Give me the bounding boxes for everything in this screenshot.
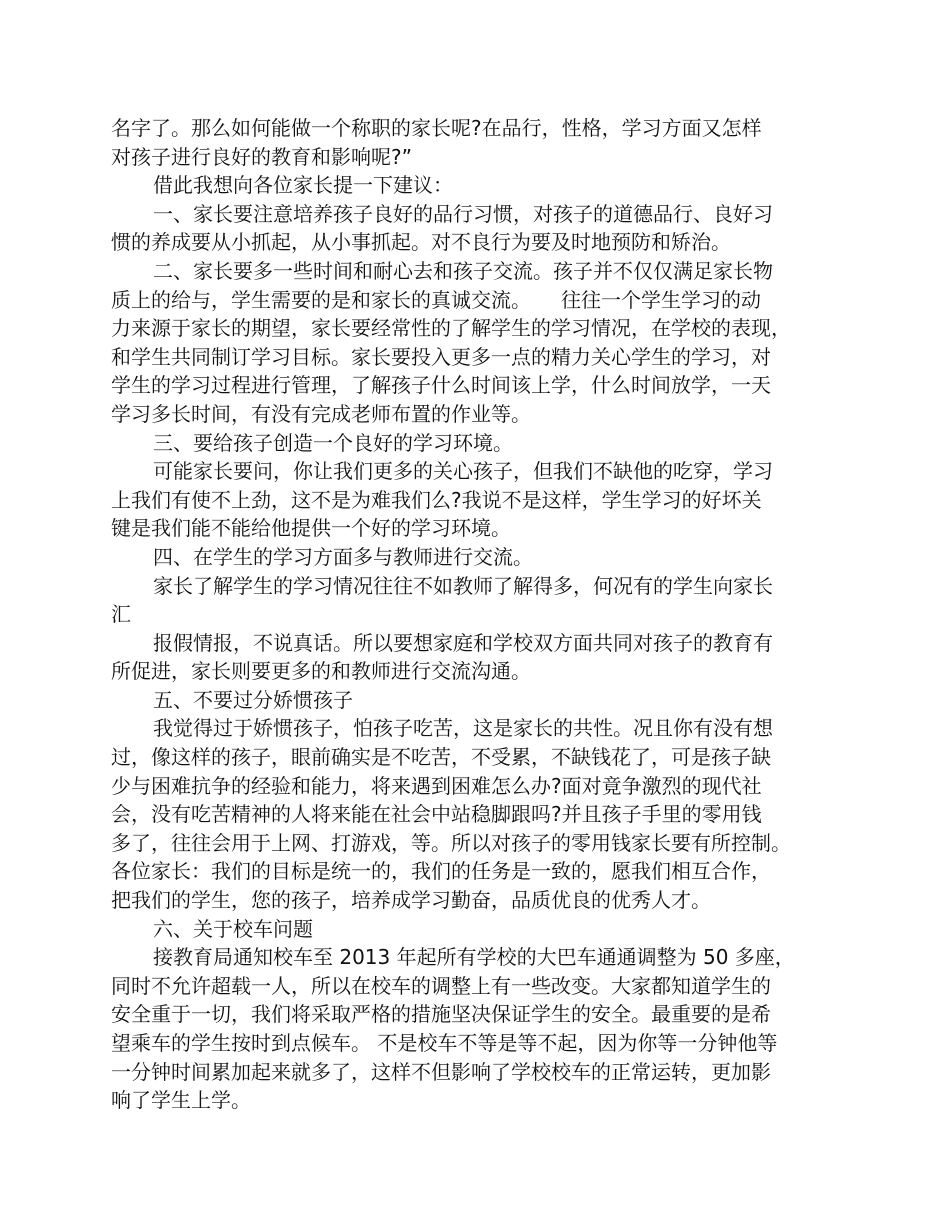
text-line: 六、关于校车问题 [153, 916, 313, 941]
text-line: 键是我们能不能给他提供一个好的学习环境。 [111, 516, 511, 541]
text-line: 惯的养成要从小抓起，从小事抓起。对不良行为要及时地预防和矫治。 [111, 230, 731, 255]
document-body [111, 114, 851, 1115]
text-line: 同时不允许超载一人，所以在校车的调整上有一些改变。大家都知道学生的 [111, 973, 771, 998]
text-line: 学习多长时间，有没有完成老师布置的作业等。 [111, 401, 531, 426]
text-line: 名字了。那么如何能做一个称职的家长呢?在品行，性格，学习方面又怎样 [111, 116, 762, 140]
text-line: 接教育局通知校车至 2013 年起所有学校的大巴车通通调整为 50 多座， [153, 945, 795, 970]
text-line: 五、不要过分娇惯孩子 [153, 687, 353, 712]
text-line: 二、家长要多一些时间和耐心去和孩子交流。孩子并不仅仅满足家长物 [153, 258, 773, 283]
text-line: 质上的给与，学生需要的是和家长的真诚交流。 往往一个学生学习的动 [111, 287, 761, 312]
text-line: 所促进，家长则要更多的和教师进行交流沟通。 [111, 659, 531, 684]
text-line: 上我们有使不上劲，这不是为难我们么?我说不是这样，学生学习的好坏关 [111, 487, 762, 512]
text-line: 多了，往往会用于上网、打游戏，等。所以对孩子的零用钱家长要有所控制。 [111, 830, 791, 855]
text-line: 过，像这样的孩子，眼前确实是不吃苦，不受累，不缺钱花了，可是孩子缺 [111, 745, 771, 770]
text-line: 借此我想向各位家长提一下建议： [153, 173, 453, 198]
text-line: 可能家长要问，你让我们更多的关心孩子，但我们不缺他的吃穿，学习 [153, 459, 773, 484]
text-line: 把我们的学生，您的孩子，培养成学习勤奋，品质优良的优秀人才。 [111, 888, 711, 913]
text-line: 一、家长要注意培养孩子良好的品行习惯，对孩子的道德品行、良好习 [153, 201, 773, 226]
text-line: 安全重于一切，我们将采取严格的措施坚决保证学生的安全。最重要的是希 [111, 1002, 771, 1027]
text-line: 少与困难抗争的经验和能力，将来遇到困难怎么办?面对竟争激烈的现代社 [111, 773, 762, 798]
text-line: 汇 [111, 602, 131, 627]
text-line: 响了学生上学。 [111, 1088, 251, 1113]
text-line: 我觉得过于娇惯孩子，怕孩子吃苦，这是家长的共性。况且你有没有想 [153, 716, 773, 741]
text-line: 一分钟时间累加起来就多了，这样不但影响了学校校车的正常运转，更加影 [111, 1059, 771, 1084]
text-line: 会，没有吃苦精神的人将来能在社会中站稳脚跟吗?并且孩子手里的零用钱 [111, 802, 762, 827]
text-line: 和学生共同制订学习目标。家长要投入更多一点的精力关心学生的学习，对 [111, 344, 771, 369]
text-line: 报假情报，不说真话。所以要想家庭和学校双方面共同对孩子的教育有 [153, 630, 773, 655]
text-line: 四、在学生的学习方面多与教师进行交流。 [153, 544, 533, 569]
text-line: 各位家长：我们的目标是统一的，我们的任务是一致的，愿我们相互合作， [111, 859, 771, 884]
text-line: 望乘车的学生按时到点候车。 不是校车不等是等不起，因为你等一分钟他等 [111, 1031, 778, 1055]
text-line: 对孩子进行良好的教育和影响呢?” [111, 144, 412, 169]
text-line: 学生的学习过程进行管理，了解孩子什么时间该上学，什么时间放学，一天 [111, 373, 771, 398]
text-line: 力来源于家长的期望，家长要经常性的了解学生的学习情况，在学校的表现， [111, 316, 791, 341]
text-line: 家长了解学生的学习情况往往不如教师了解得多，何况有的学生向家长 [153, 573, 773, 598]
text-line: 三、要给孩子创造一个良好的学习环境。 [153, 430, 513, 455]
